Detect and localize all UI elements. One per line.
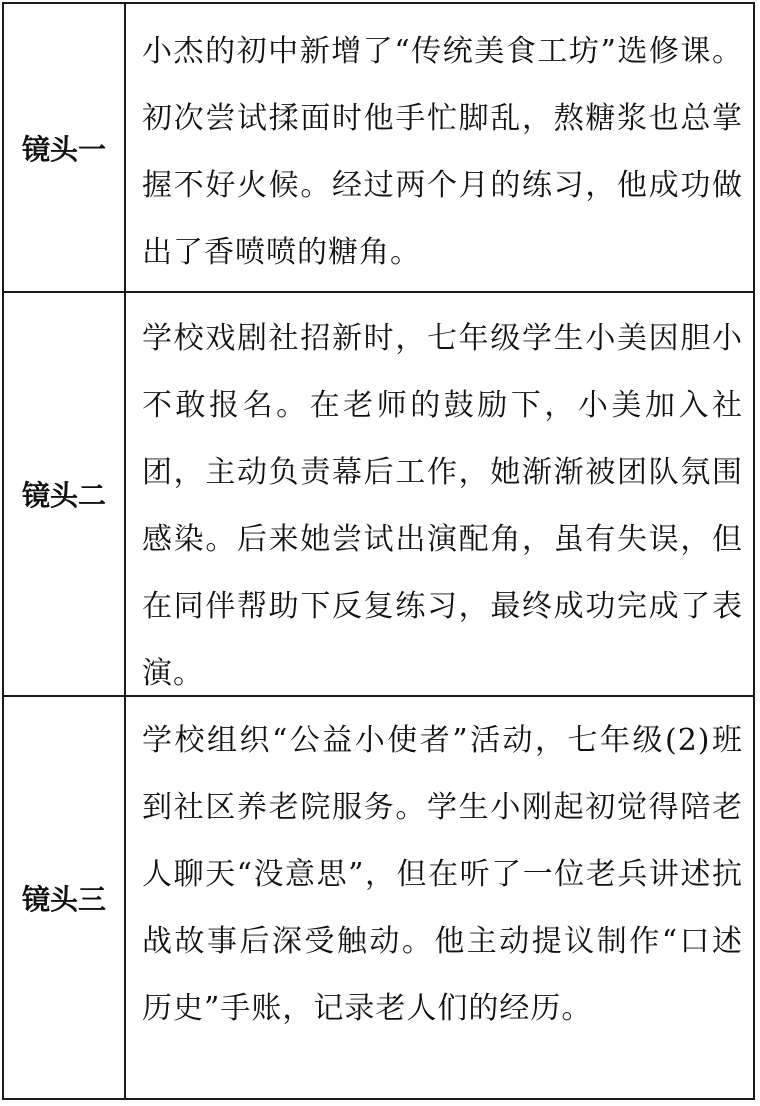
row-content-cell bbox=[126, 697, 753, 1098]
row-label-cell bbox=[4, 697, 126, 1098]
row-content-cell bbox=[126, 293, 753, 695]
row-content-cell bbox=[126, 4, 753, 291]
row-label: 镜头三 bbox=[21, 882, 106, 916]
row-label-cell bbox=[4, 4, 126, 291]
row-content: 学校组织“公益小使者”活动，七年级(2)班到社区养老院服务。学生小刚起初觉得陪老人聊天“没意思”，但在听了一位老兵讲述抗战故事后深受触动。他主动提议制作“口述历史”手账，记录老人们的经历。 bbox=[142, 723, 743, 1026]
row-content: 小杰的初中新增了“传统美食工坊”选修课。初次尝试揉面时他手忙脚乱，熬糖浆也总掌握不好火候。经过两个月的练习，他成功做出了香喷喷的糖角。 bbox=[142, 34, 743, 270]
row-content: 学校戏剧社招新时，七年级学生小美因胆小不敢报名。在老师的鼓励下，小美加入社团，主动负责幕后工作，她渐渐被团队氛围感染。后来她尝试出演配角，虽有失误，但在同伴帮助下反复练习，最终成功完成了表演。 bbox=[142, 321, 743, 691]
scenario-table bbox=[2, 2, 755, 1100]
row-label-cell bbox=[4, 293, 126, 695]
table-row bbox=[4, 695, 753, 1098]
row-label: 镜头二 bbox=[21, 479, 106, 512]
table-row bbox=[4, 291, 753, 695]
row-label: 镜头一 bbox=[21, 132, 106, 166]
table-row bbox=[4, 4, 753, 291]
